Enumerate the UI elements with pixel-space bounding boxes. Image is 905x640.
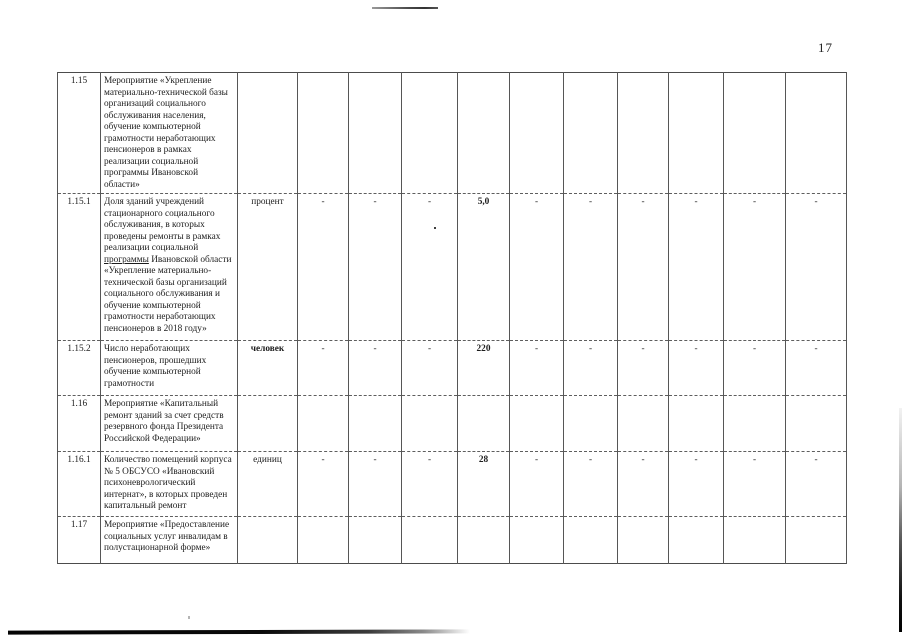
name-text: Мероприятие «Укрепление материально-технической базы организаций социального обслуживания населения, обучение компьютерной грамотности неработающих пенсионеров в рамках реализации социальной программы Ивановской области»	[104, 76, 228, 190]
value-cell: -	[402, 452, 458, 517]
value-cell	[402, 517, 458, 564]
indicator-name-cell	[101, 194, 238, 341]
value-cell	[458, 73, 510, 194]
value-cell	[458, 517, 510, 564]
name-text: Мероприятие «Капитальный ремонт зданий за счет средств резервного фонда Президента Российской Федерации»	[104, 399, 224, 444]
indicator-name-cell	[101, 517, 238, 564]
value-cell	[564, 73, 618, 194]
value-cell	[669, 517, 724, 564]
unit-cell	[238, 73, 298, 194]
scan-artifact-dot	[434, 227, 436, 229]
value-cell: -	[618, 194, 669, 341]
value-cell: -	[510, 341, 564, 396]
value-cell	[349, 396, 402, 452]
value-cell: -	[564, 341, 618, 396]
value-cell: -	[510, 194, 564, 341]
underlined-text: программы	[104, 254, 149, 265]
unit-cell	[238, 517, 298, 564]
value-cell	[349, 73, 402, 194]
name-text: Доля зданий учреждений стационарного социального обслуживания, в которых проведены ремонты в рамках реализации социальной	[104, 197, 221, 253]
value-cell: -	[724, 341, 786, 396]
table-row	[58, 452, 847, 517]
value-cell	[669, 396, 724, 452]
value-cell	[724, 396, 786, 452]
value-cell: -	[402, 341, 458, 396]
indicator-name-cell	[101, 73, 238, 194]
value-cell	[510, 396, 564, 452]
value-cell	[618, 517, 669, 564]
value-cell	[349, 517, 402, 564]
value-cell	[564, 517, 618, 564]
value-cell	[724, 73, 786, 194]
value-cell	[724, 517, 786, 564]
value-cell: -	[618, 341, 669, 396]
name-text: Число неработающих пенсионеров, прошедших обучение компьютерной грамотности	[104, 344, 207, 389]
value-cell	[786, 517, 847, 564]
table-row	[58, 73, 847, 194]
value-cell	[402, 396, 458, 452]
value-cell: -	[669, 194, 724, 341]
row-number-cell: 1.15	[58, 73, 101, 194]
value-cell	[786, 73, 847, 194]
value-cell: -	[786, 194, 847, 341]
value-cell: -	[298, 452, 349, 517]
value-cell: 5,0	[458, 194, 510, 341]
value-cell: -	[669, 452, 724, 517]
row-number-cell: 1.16.1	[58, 452, 101, 517]
value-cell: -	[349, 341, 402, 396]
value-cell: -	[510, 452, 564, 517]
value-cell	[402, 73, 458, 194]
table-row	[58, 396, 847, 452]
value-cell: -	[298, 194, 349, 341]
value-cell: 220	[458, 341, 510, 396]
indicators-table-container	[57, 72, 847, 564]
value-cell	[510, 73, 564, 194]
value-cell: -	[298, 341, 349, 396]
unit-cell: единиц	[238, 452, 298, 517]
row-number-cell: 1.17	[58, 517, 101, 564]
name-text: Мероприятие «Предоставление социальных услуг инвалидам в полустационарной форме»	[104, 520, 230, 553]
indicator-name-cell	[101, 396, 238, 452]
value-cell	[786, 396, 847, 452]
value-cell	[298, 517, 349, 564]
value-cell: -	[349, 452, 402, 517]
name-text: Ивановской области «Укрепление материально-технической базы организаций социального обслуживания и обучение компьютерной грамотности неработающих пенсионеров в 2018 году»	[104, 254, 232, 334]
value-cell: 28	[458, 452, 510, 517]
unit-cell: процент	[238, 194, 298, 341]
indicator-table-body	[58, 73, 847, 564]
unit-cell	[238, 396, 298, 452]
value-cell: -	[618, 452, 669, 517]
value-cell: -	[402, 194, 458, 341]
value-cell	[669, 73, 724, 194]
table-row	[58, 341, 847, 396]
value-cell: -	[786, 452, 847, 517]
value-cell: -	[564, 194, 618, 341]
scan-artifact-top-line	[372, 7, 438, 9]
indicator-name-cell	[101, 452, 238, 517]
table-row	[58, 194, 847, 341]
value-cell	[564, 396, 618, 452]
scan-artifact-dot	[188, 616, 190, 619]
value-cell: -	[724, 452, 786, 517]
scan-artifact-bottom-smudge	[8, 629, 470, 634]
value-cell	[618, 396, 669, 452]
row-number-cell: 1.15.2	[58, 341, 101, 396]
row-number-cell: 1.15.1	[58, 194, 101, 341]
value-cell: -	[724, 194, 786, 341]
value-cell	[618, 73, 669, 194]
value-cell: -	[349, 194, 402, 341]
value-cell	[298, 73, 349, 194]
value-cell	[458, 396, 510, 452]
unit-cell: человек	[238, 341, 298, 396]
value-cell	[298, 396, 349, 452]
value-cell	[510, 517, 564, 564]
value-cell: -	[669, 341, 724, 396]
indicator-name-cell	[101, 341, 238, 396]
indicators-table	[57, 72, 847, 564]
name-text: Количество помещений корпуса № 5 ОБСУСО «Ивановский психоневрологический интернат», в которых проведен капитальный ремонт	[104, 455, 232, 511]
row-number-cell: 1.16	[58, 396, 101, 452]
scan-artifact-right-streak	[899, 408, 902, 632]
value-cell: -	[786, 341, 847, 396]
value-cell: -	[564, 452, 618, 517]
page-number: 17	[818, 40, 833, 55]
table-row	[58, 517, 847, 564]
